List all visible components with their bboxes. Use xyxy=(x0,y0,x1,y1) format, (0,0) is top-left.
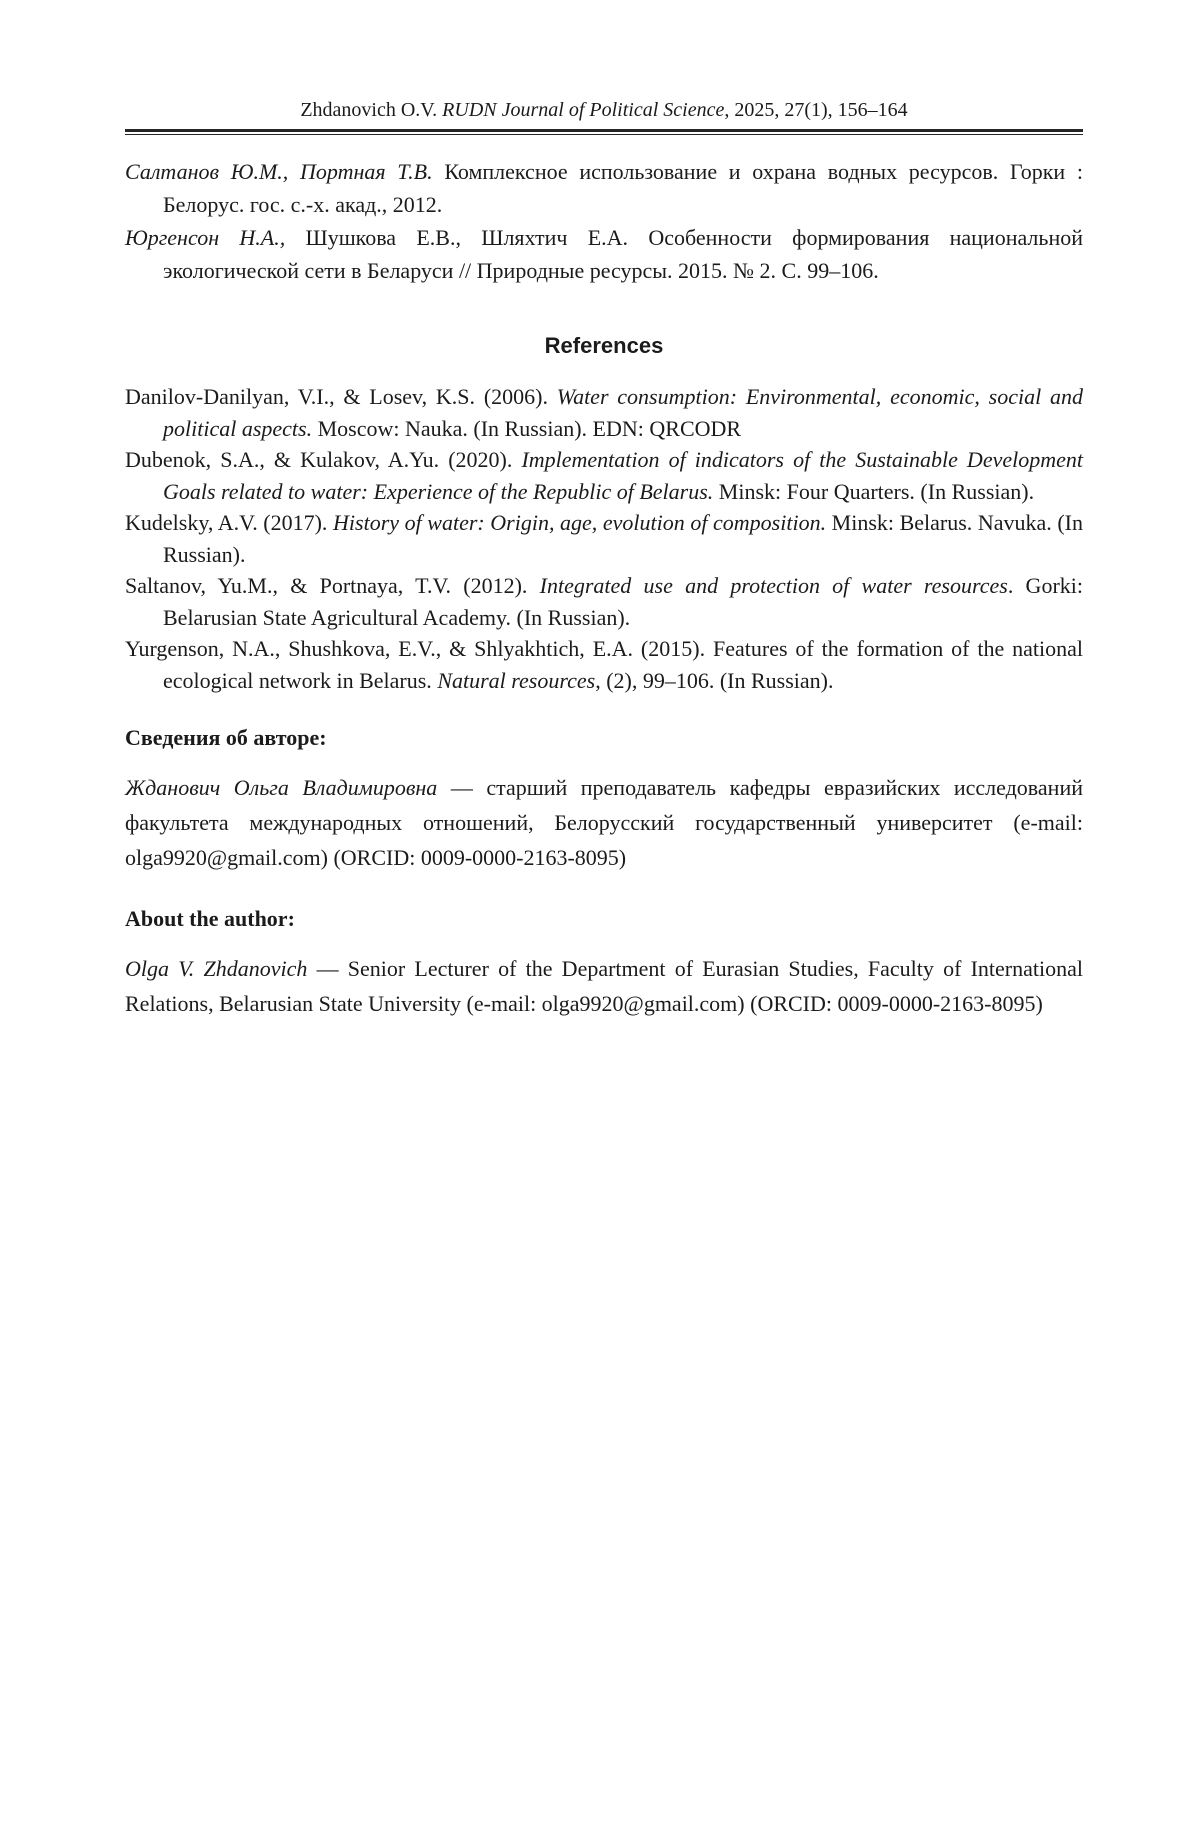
reference-authors: Danilov-Danilyan, V.I., & Losev, K.S. (2006). xyxy=(125,384,557,409)
reference-authors: Yurgenson, N.A., Shushkova, E.V., & Shlyakhtich, E.A. (2015). Features of the formation of the national ecological network in Belarus. xyxy=(125,636,1083,693)
author-info-ru xyxy=(125,770,1083,875)
reference-authors: Dubenok, S.A., & Kulakov, A.Yu. (2020). xyxy=(125,447,522,472)
reference-publisher: Moscow: Nauka. (In Russian). EDN: QRCODR xyxy=(312,415,742,441)
author-info-en xyxy=(125,951,1083,1021)
reference-title: Natural resources xyxy=(437,667,596,693)
reference-text: Комплексное использование и охрана водных ресурсов. Горки : Белорус. гос. с.-х. акад., 2012. xyxy=(163,159,1083,217)
author-info-ru-heading: Сведения об авторе: xyxy=(125,725,327,750)
reference-entry xyxy=(125,507,1083,570)
running-head-issue: , 2025, 27(1), 156–164 xyxy=(724,99,908,121)
reference-authors: Салтанов Ю.М., Портная Т.В. xyxy=(125,159,433,184)
reference-title: Implementation of indicators of the Sustainable Development Goals related to water: Experience of the Republic of Belarus. xyxy=(163,447,1083,504)
reference-entry xyxy=(125,444,1083,507)
author-name-ru: Жданович Ольга Владимировна xyxy=(125,775,438,800)
reference-entry xyxy=(125,633,1083,696)
reference-authors: Юргенсон Н.А., xyxy=(125,225,286,250)
reference-publisher: . Gorki: Belarusian State Agricultural Academy. (In Russian). xyxy=(163,573,1083,630)
reference-publisher: Minsk: Four Quarters. (In Russian). xyxy=(713,478,1035,504)
running-head-author: Zhdanovich O.V. xyxy=(300,99,443,121)
reference-title: Water consumption: Environmental, economic, social and political aspects. xyxy=(163,384,1083,441)
header-divider xyxy=(125,129,1083,135)
reference-text: Шушкова Е.В., Шляхтич Е.А. Особенности формирования национальной экологической сети в Беларуси // Природные ресурсы. 2015. № 2. С. 99–106. xyxy=(163,225,1083,283)
russian-reference-entry xyxy=(125,155,1083,221)
reference-authors: Kudelsky, A.V. (2017). xyxy=(125,510,334,535)
reference-entry xyxy=(125,570,1083,633)
reference-title: Integrated use and protection of water resources xyxy=(539,573,1008,598)
author-bio-ru: — старший преподаватель кафедры евразийских исследований факультета международных отношений, Белорусский государственный университет (e-mail: olga9920@gmail.com) (ORCID: 0009-0000-2163-8095) xyxy=(125,775,1083,870)
reference-publisher: , (2), 99–106. (In Russian). xyxy=(595,667,834,693)
reference-publisher: Minsk: Belarus. Navuka. (In Russian). xyxy=(163,510,1084,567)
running-head xyxy=(125,98,1083,122)
journal-title: RUDN Journal of Political Science xyxy=(442,99,725,121)
references-heading: References xyxy=(544,333,664,358)
page-content xyxy=(125,98,1083,1021)
author-info-en-heading: About the author: xyxy=(125,906,295,931)
author-bio-en: — Senior Lecturer of the Department of Eurasian Studies, Faculty of International Relations, Belarusian State University (e-mail: olga9920@gmail.com) (ORCID: 0009-0000-2163-8095) xyxy=(125,956,1083,1016)
russian-reference-entry xyxy=(125,221,1083,287)
author-name-en: Olga V. Zhdanovich xyxy=(125,956,308,981)
reference-entry xyxy=(125,381,1083,444)
reference-authors: Saltanov, Yu.M., & Portnaya, T.V. (2012). xyxy=(125,573,540,598)
reference-title: History of water: Origin, age, evolution of composition. xyxy=(333,510,827,535)
